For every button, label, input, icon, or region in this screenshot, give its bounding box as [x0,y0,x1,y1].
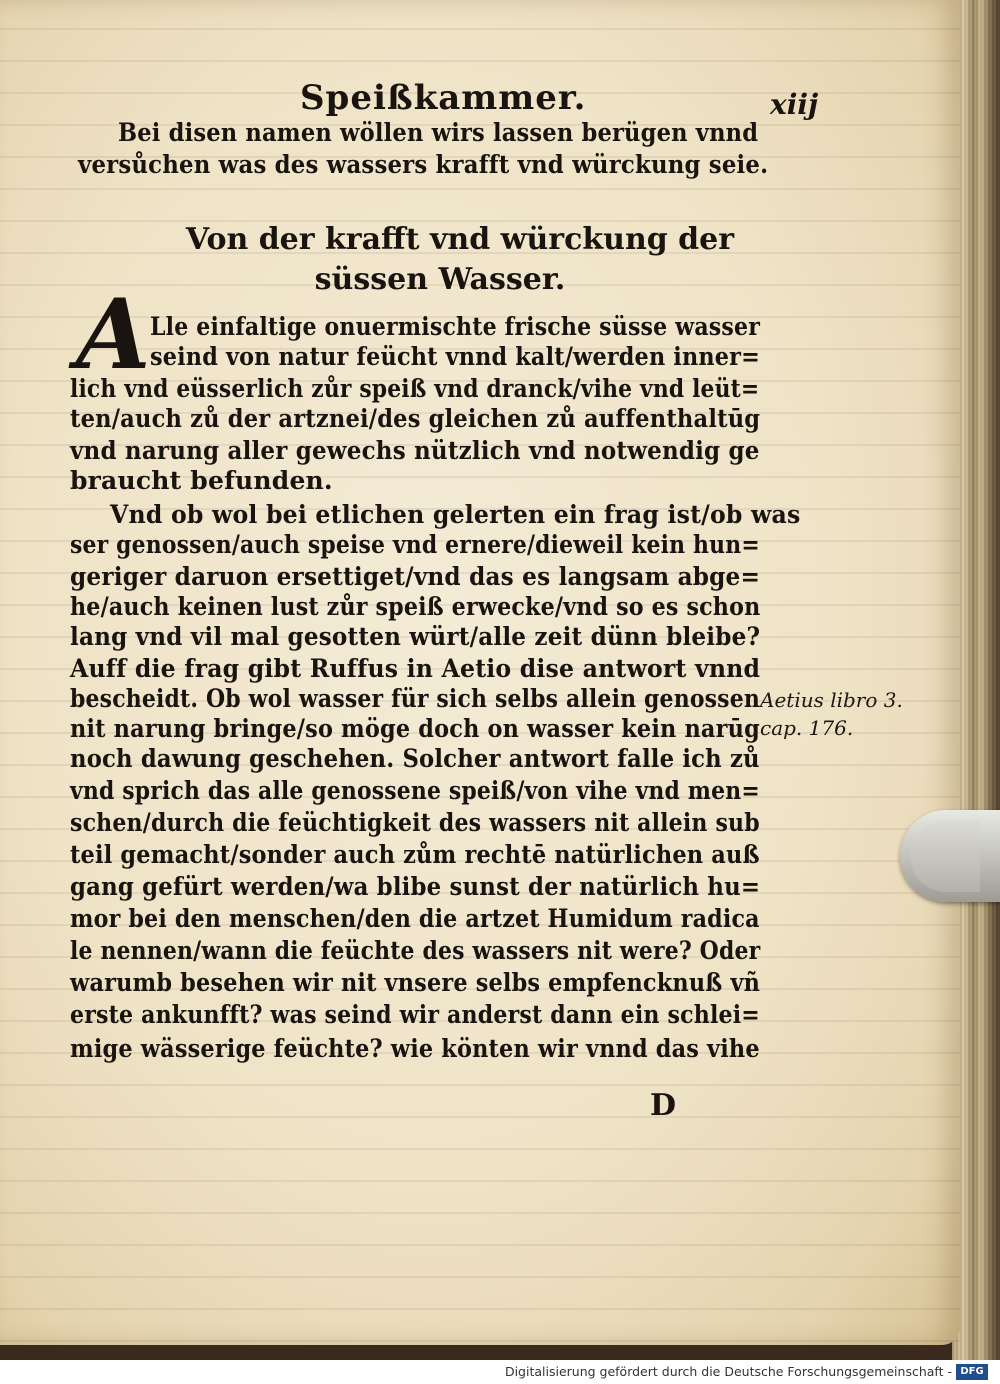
running-head: Speißkammer. [300,78,587,118]
catchword: D [650,1088,677,1123]
paragraph-line: teil gemacht/sonder auch zům rechtē natürlichen auß [70,840,760,869]
paragraph-line: vnd narung aller gewechs nützlich vnd notwendig ge [70,436,760,465]
paragraph-line: mor bei den menschen/den die artzet Humidum radica [70,904,760,933]
paragraph-line: ten/auch zů der artznei/des gleichen zů auffenthaltūg [70,404,761,433]
intro-line: versůchen was des wassers krafft vnd würckung seie. [78,150,769,179]
section-heading-line: süssen Wasser. [314,262,566,297]
margin-note-line: Aetius libro 3. [760,688,903,712]
paragraph-line: gang gefürt werden/wa blibe sunst der natürlich hu= [70,872,761,901]
paragraph-line: warumb besehen wir nit vnsere selbs empfencknuß vñ [70,968,761,997]
paragraph-line: Lle einfaltige onuermischte frische süsse wasser [150,312,760,341]
paragraph-line: Auff die frag gibt Ruffus in Aetio dise antwort vnnd [70,654,761,683]
paragraph-line: seind von natur feücht vnnd kalt/werden inner= [150,342,760,371]
folio-number: xiij [770,88,819,121]
dfg-logo: DFG [956,1364,988,1380]
margin-note-line: cap. 176. [760,716,854,740]
paragraph-line: noch dawung geschehen. Solcher antwort falle ich zů [70,744,760,773]
section-heading-line: Von der krafft vnd würckung der [185,222,735,257]
paragraph-line: lang vnd vil mal gesotten würt/alle zeit dünn bleibe? [70,622,761,651]
book-clip [900,810,1000,902]
paragraph-line: braucht befunden. [70,466,333,495]
paragraph-line: geriger daruon ersettiget/vnd das es langsam abge= [70,562,761,591]
paragraph-line: nit narung bringe/so möge doch on wasser kein narūg [70,714,760,743]
paragraph-line: lich vnd eüsserlich zůr speiß vnd dranck/vihe vnd leüt= [70,374,760,403]
paragraph-line: Vnd ob wol bei etlichen gelerten ein frag ist/ob was [110,500,801,529]
paragraph-line: schen/durch die feüchtigkeit des wassers nit allein sub [70,808,760,837]
paragraph-line: ser genossen/auch speise vnd ernere/dieweil kein hun= [70,530,760,559]
paragraph-line: he/auch keinen lust zůr speiß erwecke/vnd so es schon [70,592,761,621]
funding-credit: Digitalisierung gefördert durch die Deutsche Forschungsgemeinschaft - [504,1364,952,1379]
intro-line: Bei disen namen wöllen wirs lassen berügen vnnd [118,118,759,147]
decorated-initial: A [76,278,151,391]
paragraph-line: le nennen/wann die feüchte des wassers nit were? Oder [70,936,761,965]
paragraph-line: erste ankunfft? was seind wir anderst dann ein schlei= [70,1000,760,1029]
paragraph-line: vnd sprich das alle genossene speiß/von vihe vnd men= [70,776,760,805]
paragraph-line: mige wässerige feüchte? wie könten wir vnnd das vihe [70,1034,760,1063]
footer-bar [0,1360,1000,1384]
paragraph-line: bescheidt. Ob wol wasser für sich selbs allein genossen [70,684,760,713]
